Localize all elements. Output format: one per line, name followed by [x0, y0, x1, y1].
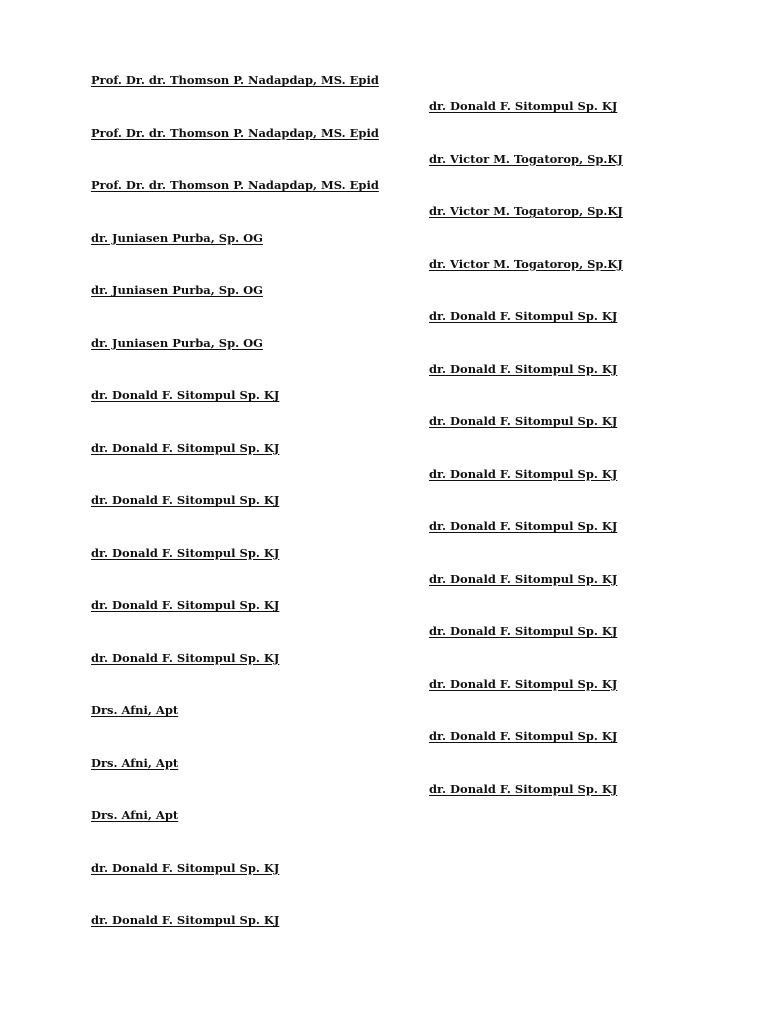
right-name-entry: dr. Victor M. Togatorop, Sp.KJ [429, 204, 623, 218]
left-name-entry: Drs. Afni, Apt [91, 755, 179, 770]
left-name-entry: Drs. Afni, Apt [91, 703, 179, 717]
right-name-entry: dr. Donald F. Sitompul Sp. KJ [429, 414, 618, 428]
left-name-entry: dr. Juniasen Purba, Sp. OG [91, 283, 263, 297]
left-name-entry: dr. Juniasen Purba, Sp. OG [91, 335, 263, 350]
right-name-entry: dr. Donald F. Sitompul Sp. KJ [429, 519, 618, 533]
right-name-entry: dr. Victor M. Togatorop, Sp.KJ [429, 151, 623, 166]
left-name-entry: Prof. Dr. dr. Thomson P. Nadapdap, MS. Epid [91, 73, 379, 87]
right-name-entry: dr. Donald F. Sitompul Sp. KJ [429, 571, 618, 586]
left-name-entry: Prof. Dr. dr. Thomson P. Nadapdap, MS. Epid [91, 178, 379, 192]
left-name-entry: Prof. Dr. dr. Thomson P. Nadapdap, MS. Epid [91, 125, 379, 140]
right-name-entry: dr. Donald F. Sitompul Sp. KJ [429, 361, 618, 376]
right-name-entry: dr. Victor M. Togatorop, Sp.KJ [429, 256, 623, 271]
left-name-entry: dr. Donald F. Sitompul Sp. KJ [91, 545, 280, 560]
left-name-entry: dr. Donald F. Sitompul Sp. KJ [91, 388, 280, 402]
right-name-entry: dr. Donald F. Sitompul Sp. KJ [429, 676, 618, 691]
right-name-column [429, 98, 623, 833]
right-name-entry: dr. Donald F. Sitompul Sp. KJ [429, 466, 618, 481]
right-name-entry: dr. Donald F. Sitompul Sp. KJ [429, 309, 618, 323]
right-name-entry: dr. Donald F. Sitompul Sp. KJ [429, 624, 618, 638]
left-name-entry: dr. Donald F. Sitompul Sp. KJ [91, 913, 280, 927]
right-name-entry: dr. Donald F. Sitompul Sp. KJ [429, 781, 618, 796]
right-name-entry: dr. Donald F. Sitompul Sp. KJ [429, 99, 618, 113]
left-name-entry: dr. Donald F. Sitompul Sp. KJ [91, 440, 280, 455]
right-name-entry: dr. Donald F. Sitompul Sp. KJ [429, 729, 618, 743]
left-name-column [91, 72, 379, 965]
left-name-entry: Drs. Afni, Apt [91, 808, 179, 822]
left-name-entry: dr. Donald F. Sitompul Sp. KJ [91, 493, 280, 507]
left-name-entry: dr. Donald F. Sitompul Sp. KJ [91, 598, 280, 612]
left-name-entry: dr. Donald F. Sitompul Sp. KJ [91, 860, 280, 875]
left-name-entry: dr. Juniasen Purba, Sp. OG [91, 230, 263, 245]
left-name-entry: dr. Donald F. Sitompul Sp. KJ [91, 650, 280, 665]
